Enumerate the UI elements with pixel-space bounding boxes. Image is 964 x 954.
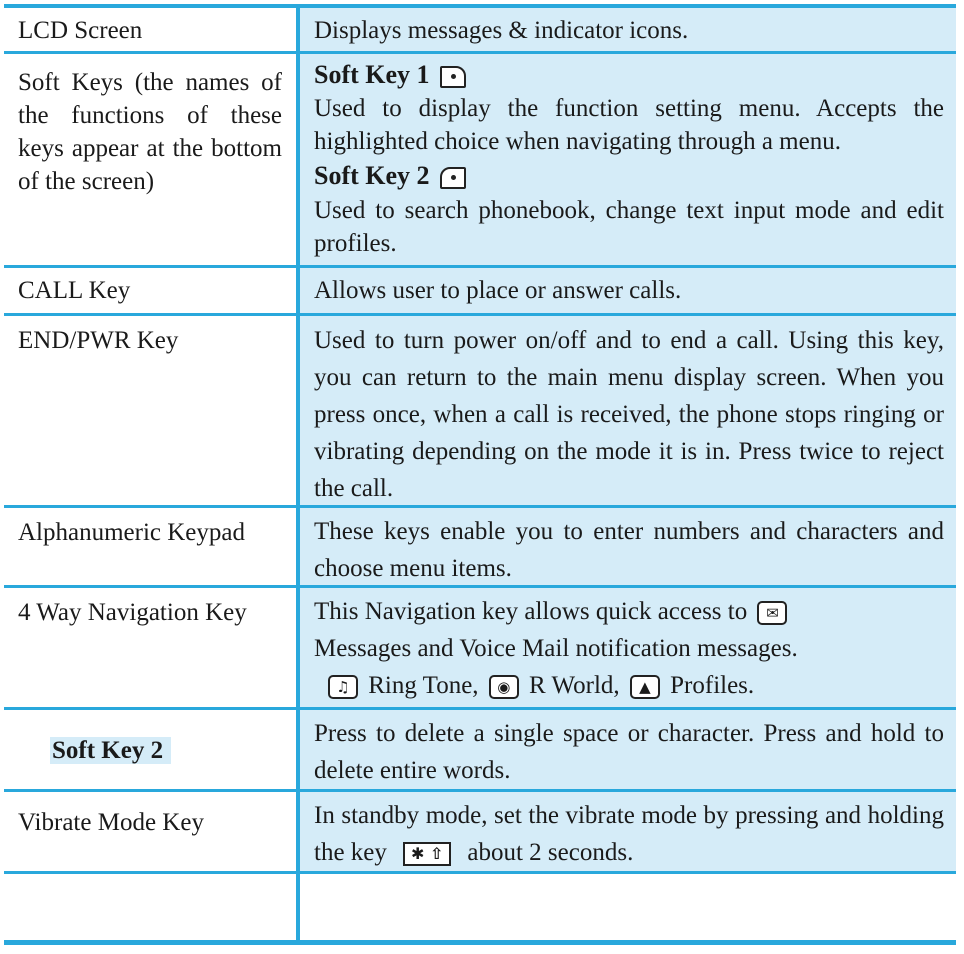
row-label-cell: [4, 710, 296, 792]
table-bottom-rule: [4, 940, 956, 945]
ring-tone-label: Ring Tone,: [368, 672, 479, 699]
row-label: Vibrate Mode Key: [18, 809, 204, 836]
row-description: [300, 54, 956, 268]
row-description: [300, 792, 956, 874]
table-row: [4, 588, 956, 710]
eye-world-icon: ◉: [489, 675, 519, 699]
row-label: 4 Way Navigation Key: [18, 599, 247, 626]
table-row: [4, 710, 956, 792]
table-row: [4, 54, 956, 268]
soft-key-1-description: Used to display the function setting menu. Accepts the highlighted choice when navigating through a menu.: [314, 95, 944, 155]
row-label: END/PWR Key: [18, 327, 179, 354]
row-description: These keys enable you to enter numbers and characters and choose menu items.: [300, 508, 956, 588]
row-description: [300, 874, 956, 940]
row-label: Alphanumeric Keypad: [18, 519, 246, 546]
table-row: [4, 8, 956, 54]
soft-key-1-title: Soft Key 1: [314, 60, 430, 89]
message-envelope-icon: ✉: [757, 601, 787, 625]
row-description: Used to turn power on/off and to end a call. Using this key, you can return to the main menu display screen. When you press once, when a call is received, the phone stops ringing or vibrating depending on the mode it is in. Press twice to reject the call.: [300, 316, 956, 508]
table-row: [4, 792, 956, 874]
vibrate-desc-before: In standby mode, set the vibrate mode by pressing and holding the key: [314, 802, 944, 866]
profile-person-icon: ▲: [630, 675, 660, 699]
row-label: CALL Key: [18, 277, 131, 304]
soft-key-right-icon: [440, 167, 466, 189]
row-description: Press to delete a single space or character. Press and hold to delete entire words.: [300, 710, 956, 792]
soft-key-2-title: Soft Key 2: [314, 161, 430, 190]
row-description: Displays messages & indicator icons.: [300, 8, 956, 54]
row-description: Allows user to place or answer calls.: [300, 268, 956, 316]
music-note-icon: ♫: [328, 675, 358, 699]
row-label: LCD Screen: [18, 17, 143, 44]
row-label: Soft Key 2: [50, 737, 171, 764]
r-world-label: R World,: [529, 672, 620, 699]
star-shift-key-icon: ✱ ⇧: [403, 842, 451, 866]
vibrate-desc-after: about 2 seconds.: [467, 839, 634, 866]
soft-key-2-description: Used to search phonebook, change text input mode and edit profiles.: [314, 197, 944, 257]
table-row: [4, 508, 956, 588]
table-row: [4, 316, 956, 508]
soft-key-left-icon: [440, 66, 466, 88]
row-description: [300, 588, 956, 710]
table-row: [4, 268, 956, 316]
profiles-label: Profiles.: [670, 672, 755, 699]
nav-desc-line2: Messages and Voice Mail notification messages.: [314, 635, 798, 662]
row-label: [4, 874, 296, 940]
row-label: Soft Keys (the names of the functions of these keys appear at the bottom of the screen): [18, 69, 282, 195]
nav-desc-line1: This Navigation key allows quick access to: [314, 598, 748, 625]
key-description-table: [4, 4, 956, 948]
table-row: [4, 874, 956, 940]
